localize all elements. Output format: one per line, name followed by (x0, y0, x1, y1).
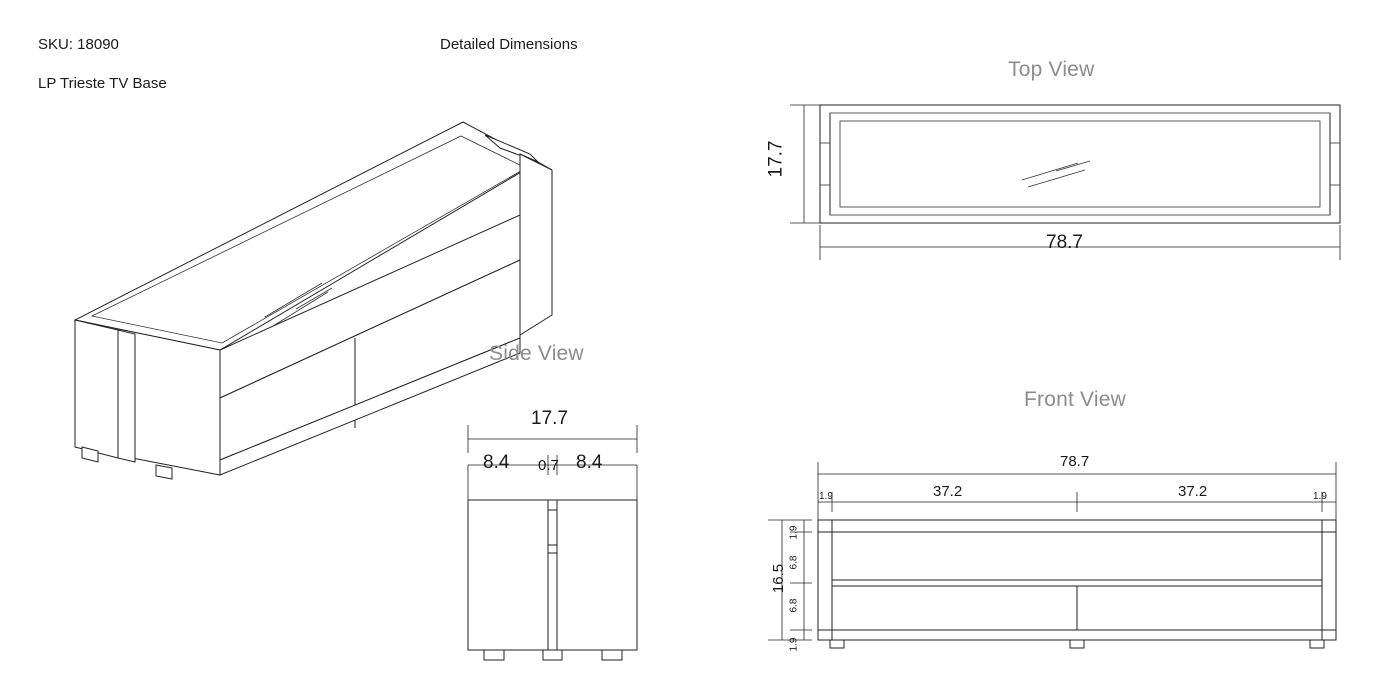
front-opening-lower-dim: 6.8 (788, 598, 800, 613)
front-view (760, 440, 1360, 670)
front-bay-right-dim: 37.2 (1178, 483, 1208, 500)
side-total-width-dim: 17.7 (531, 408, 568, 429)
side-center-gap-dim: 0.7 (538, 457, 559, 474)
sku-label: SKU: 18090 (38, 36, 119, 53)
front-left-edge-dim: 1.9 (819, 491, 833, 502)
front-total-width-dim: 78.7 (1060, 453, 1090, 470)
side-view-drawing (440, 405, 680, 680)
side-right-panel-dim: 8.4 (576, 452, 603, 473)
side-view-title: Side View (489, 342, 584, 365)
top-width-dim: 78.7 (1046, 232, 1083, 253)
front-view-drawing (760, 440, 1360, 670)
front-top-rail-dim: 1.9 (788, 525, 800, 540)
side-view (440, 405, 680, 680)
front-total-height-dim: 16.5 (770, 563, 788, 594)
top-view-title: Top View (1008, 58, 1095, 81)
front-bay-left-dim: 37.2 (933, 483, 963, 500)
front-opening-upper-dim: 6.8 (788, 555, 800, 570)
diagram-title: Detailed Dimensions (440, 36, 578, 53)
product-name-label: LP Trieste TV Base (38, 75, 167, 92)
side-left-panel-dim: 8.4 (483, 452, 510, 473)
front-view-title: Front View (1024, 388, 1126, 411)
top-depth-dim: 17.7 (765, 140, 787, 178)
front-bottom-rail-dim: 1.9 (788, 637, 800, 652)
front-right-edge-dim: 1.9 (1313, 491, 1327, 502)
